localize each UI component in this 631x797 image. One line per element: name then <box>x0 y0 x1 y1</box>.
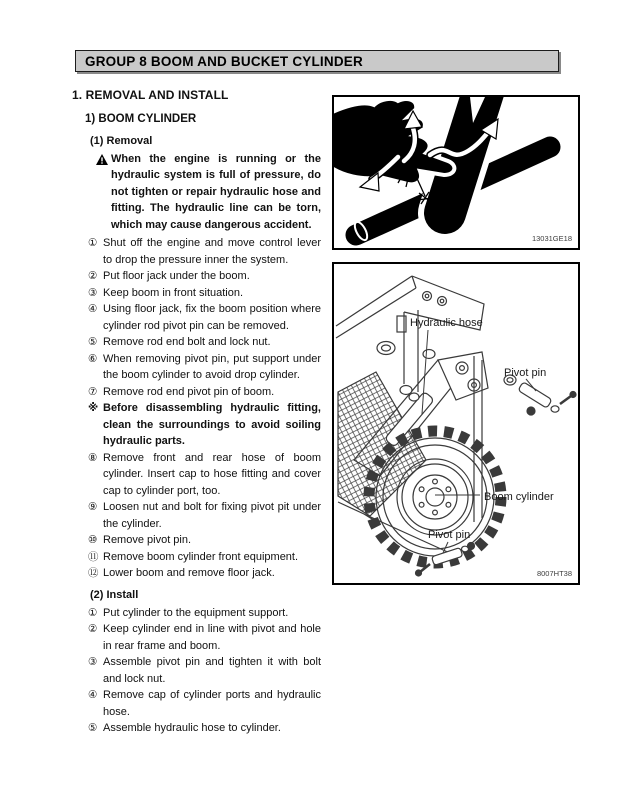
removal-note <box>88 400 321 450</box>
removal-step <box>88 301 321 334</box>
removal-step <box>88 549 321 566</box>
warning-icon <box>96 151 109 233</box>
note-text: Before disassembling hydraulic fitting, clean the surroundings to avoid soiling hydraulic parts. <box>103 402 321 448</box>
step-text: Assemble pivot pin and tighten it with bolt and lock nut. <box>103 656 321 685</box>
install-step <box>88 621 321 654</box>
loader-figure <box>332 262 580 585</box>
step-text: Remove rod end pivot pin of boom. <box>103 385 275 398</box>
step-text: Keep boom in front situation. <box>103 286 244 299</box>
step-marker: ② <box>88 623 98 636</box>
removal-step <box>88 268 321 285</box>
step-text: Put floor jack under the boom. <box>103 270 250 283</box>
install-step <box>88 720 321 737</box>
label-boom-cylinder: Boom cylinder <box>484 491 554 503</box>
removal-step <box>88 285 321 302</box>
step-marker: ⑩ <box>88 534 98 547</box>
removal-step <box>88 235 321 268</box>
install-step <box>88 687 321 720</box>
step-marker: ⑦ <box>88 385 98 398</box>
step-marker: ④ <box>88 303 98 316</box>
group-header <box>75 50 559 72</box>
step-marker: ⑤ <box>88 336 98 349</box>
removal-step <box>88 351 321 384</box>
step-marker: ⑫ <box>88 567 99 580</box>
step-text: Put cylinder to the equipment support. <box>103 606 289 619</box>
step-marker: ① <box>88 237 98 250</box>
step-marker: ① <box>88 606 98 619</box>
label-hydraulic-hose: Hydraulic hose <box>410 317 483 329</box>
step-text: Assemble hydraulic hose to cylinder. <box>103 722 281 735</box>
install-step <box>88 654 321 687</box>
section-title: 1. REMOVAL AND INSTALL <box>72 88 229 102</box>
warning-figure <box>332 95 580 250</box>
install-title: (2) Install <box>90 588 139 601</box>
step-text: Keep cylinder end in line with pivot and hole in rear frame and boom. <box>103 623 321 652</box>
removal-step <box>88 450 321 500</box>
step-marker: ② <box>88 270 98 283</box>
group-header-title: GROUP 8 BOOM AND BUCKET CYLINDER <box>85 53 363 69</box>
step-marker: ⑪ <box>88 550 99 563</box>
figures-column <box>332 95 580 585</box>
hazard-pictogram <box>334 97 578 248</box>
removal-step <box>88 532 321 549</box>
instructions-column <box>72 88 321 737</box>
loader-diagram <box>334 264 578 583</box>
removal-step <box>88 384 321 401</box>
step-marker: ⑤ <box>88 722 98 735</box>
figure-code: 13031GE18 <box>531 234 572 243</box>
step-marker: ③ <box>88 656 98 669</box>
label-pivot-pin-bottom: Pivot pin <box>428 529 471 541</box>
figure-code: 8007HT38 <box>536 569 572 578</box>
removal-title: (1) Removal <box>90 135 153 147</box>
install-step <box>88 605 321 622</box>
step-text: Remove cap of cylinder ports and hydraulic hose. <box>103 689 321 718</box>
step-text: Remove boom cylinder front equipment. <box>103 550 299 563</box>
removal-step <box>88 565 321 582</box>
label-pivot-pin-top: Pivot pin <box>504 367 547 379</box>
step-text: Remove pivot pin. <box>103 534 192 547</box>
step-marker: ⑥ <box>88 352 98 365</box>
step-text: When removing pivot pin, put support under the boom cylinder to avoid drop cylinder. <box>103 352 321 382</box>
warning-text: When the engine is running or the hydraulic system is full of pressure, do not tighten or repair hydraulic hose and fitting. The hydraulic line can be torn, which may cause dangerous accident. <box>111 153 321 231</box>
step-marker: ⑨ <box>88 501 98 514</box>
step-text: Using floor jack, fix the boom position where cylinder rod pivot pin can be removed. <box>103 303 321 332</box>
step-marker: ③ <box>88 286 98 299</box>
subsection-title: 1) BOOM CYLINDER <box>85 113 197 125</box>
step-text: Remove front and rear hose of boom cylinder. Insert cap to hose fitting and cover cap to cylinder port, too. <box>103 451 321 497</box>
step-marker: ⑧ <box>88 451 98 464</box>
warning-block <box>96 151 321 233</box>
note-marker: ※ <box>88 402 99 415</box>
removal-step <box>88 499 321 532</box>
step-marker: ④ <box>88 689 98 702</box>
removal-step <box>88 334 321 351</box>
step-text: Remove rod end bolt and lock nut. <box>103 336 271 349</box>
step-text: Shut off the engine and move control lever to drop the pressure inner the system. <box>103 237 321 266</box>
step-text: Loosen nut and bolt for fixing pivot pit under the cylinder. <box>103 501 321 530</box>
step-text: Lower boom and remove floor jack. <box>103 567 275 580</box>
